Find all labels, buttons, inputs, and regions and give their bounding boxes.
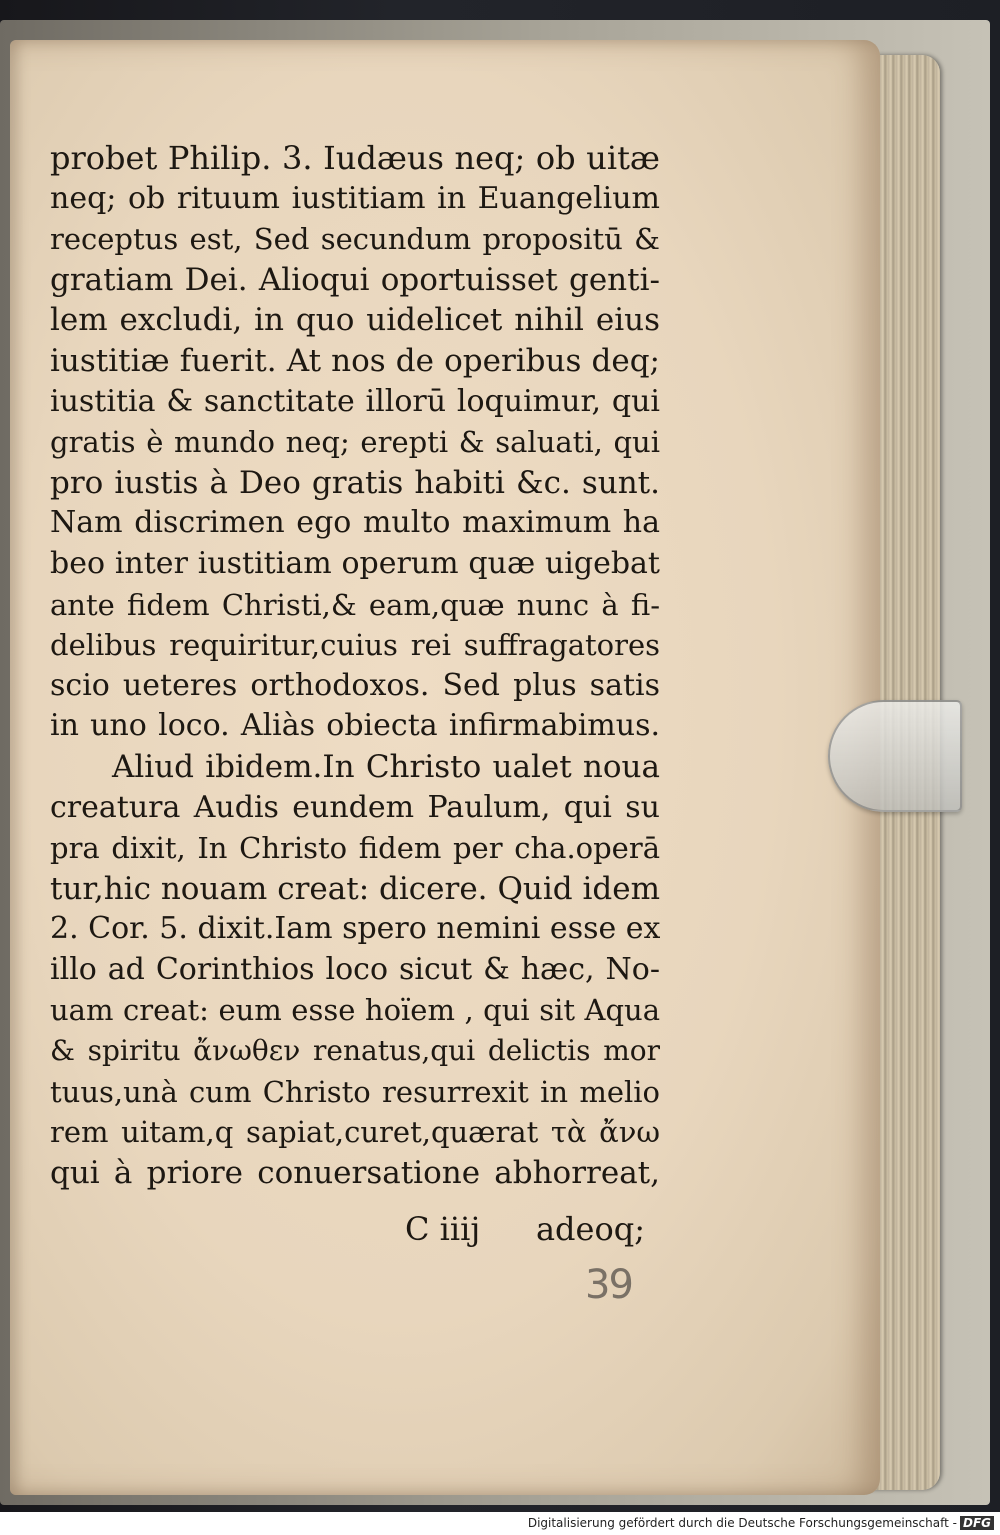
text-line: Aliud ibidem.In Christo ualet noua [112,748,660,785]
text-line: iustitiæ fuerit. At nos de operibus deq; [50,342,660,379]
text-line: neq; ob rituum iustitiam in Euangelium [50,180,660,216]
text-line: 2. Cor. 5. dixit.Iam spero nemini esse ex [50,911,660,947]
text-line: uam creat: eum esse hoïem , qui sit Aqua [50,993,660,1028]
signature-line [405,1210,645,1248]
dfg-logo: DFG [960,1516,994,1530]
text-line: gratiam Dei. Alioqui oportuisset genti- [50,261,660,298]
text-line: pro iustis à Deo gratis habiti &c. sunt. [50,464,660,501]
text-line: tuus,unà cum Christo resurrexit in melio [50,1074,660,1109]
footer-credit: Digitalisierung gefördert durch die Deutsche Forschungsgemeinschaft - [527,1516,957,1530]
text-line: beo inter iustitiam operum quæ uigebat [50,545,660,581]
page-clip [828,700,962,812]
text-line: probet Philip. 3. Iudæus neq; ob uitæ [50,139,660,177]
page-text [50,138,660,1193]
digitization-footer [0,1512,1000,1535]
text-line: in uno loco. Aliàs obiecta infirmabimus. [50,708,660,744]
text-line: tur,hic nouam creat: dicere. Quid idem [50,870,660,907]
folio-number: 39 [585,1262,632,1308]
text-line: scio ueteres orthodoxos. Sed plus satis [50,667,660,703]
text-line: pra dixit, In Christo fidem per cha.operā [50,831,660,866]
text-line: delibus requiritur,cuius rei suffragatores [50,628,660,663]
text-line: Nam discrimen ego multo maximum ha [50,505,660,541]
text-line: iustitia & sanctitate illorū loquimur, qui [50,383,660,419]
text-line: creatura Audis eundem Paulum, qui su [50,789,660,825]
text-line: ante fidem Christi,& eam,quæ nunc à fi- [50,587,660,622]
text-line: gratis è mundo neq; erepti & saluati, qui [50,425,660,460]
text-line: rem uitam,q sapiat,curet,quærat τὰ ἄνω [50,1115,660,1150]
catchword: adeoq; [535,1210,645,1248]
text-line: & spiritu ἄνωθεν renatus,qui delictis mor [50,1034,660,1068]
text-line: lem excludi, in quo uidelicet nihil eius [50,302,660,339]
text-line: receptus est, Sed secundum propositū & [50,222,660,257]
text-line: illo ad Corinthios loco sicut & hæc, No- [50,951,660,987]
text-line: qui à priore conuersatione abhorreat, [50,1154,660,1191]
signature-mark: C iiij [405,1210,481,1248]
